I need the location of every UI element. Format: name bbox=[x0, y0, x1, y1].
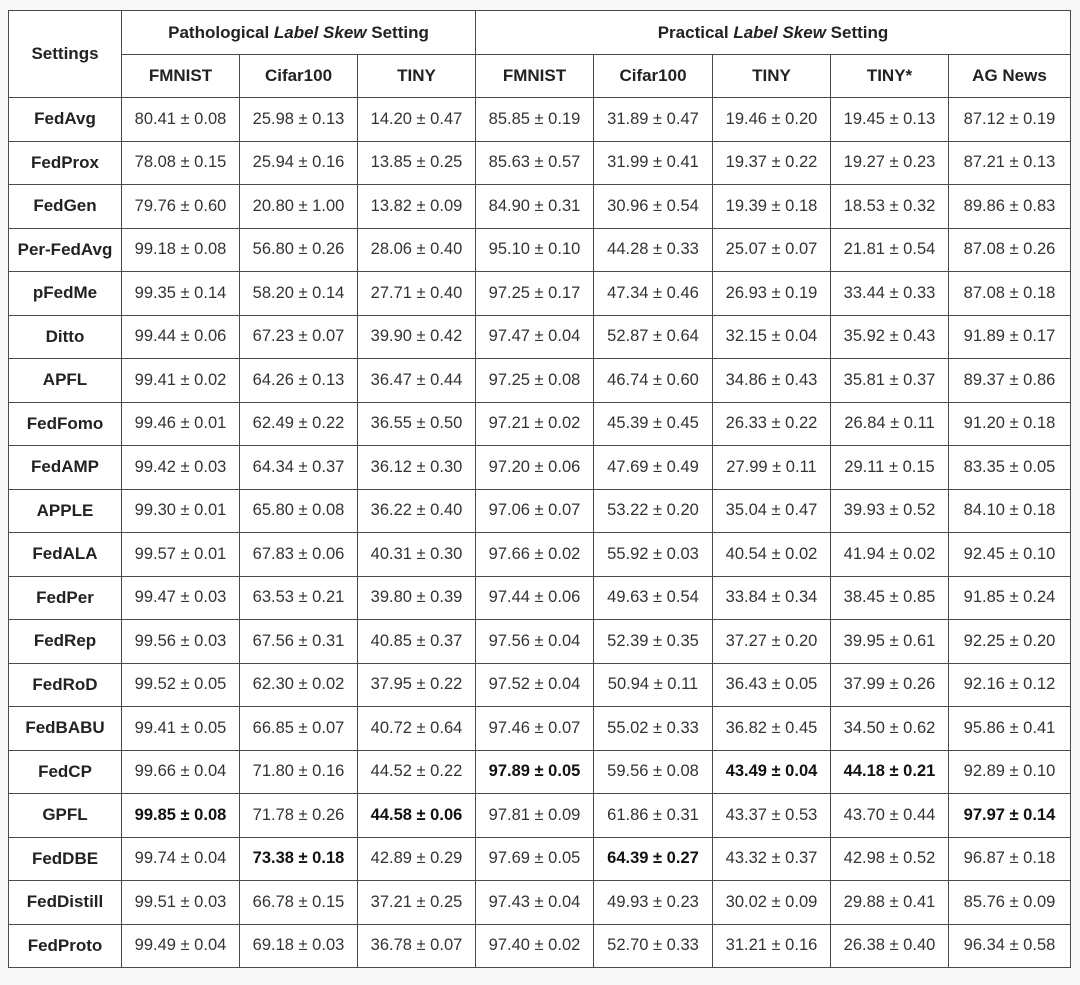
column-header-tiny: TINY bbox=[358, 55, 476, 98]
settings-header: Settings bbox=[9, 11, 122, 98]
value-cell: 37.95 ± 0.22 bbox=[358, 663, 476, 707]
table-row bbox=[9, 620, 1071, 664]
value-cell: 34.50 ± 0.62 bbox=[831, 707, 949, 751]
group-header-prefix: Practical bbox=[657, 22, 734, 42]
value-cell: 26.38 ± 0.40 bbox=[831, 924, 949, 968]
value-cell: 14.20 ± 0.47 bbox=[358, 98, 476, 142]
value-cell: 26.93 ± 0.19 bbox=[713, 272, 831, 316]
value-cell: 31.89 ± 0.47 bbox=[594, 98, 713, 142]
value-cell: 91.85 ± 0.24 bbox=[949, 576, 1071, 620]
value-cell: 47.69 ± 0.49 bbox=[594, 446, 713, 490]
table-row bbox=[9, 359, 1071, 403]
value-cell: 43.49 ± 0.04 bbox=[713, 750, 831, 794]
value-cell: 26.84 ± 0.11 bbox=[831, 402, 949, 446]
value-cell: 87.12 ± 0.19 bbox=[949, 98, 1071, 142]
table-row bbox=[9, 881, 1071, 925]
value-cell: 85.76 ± 0.09 bbox=[949, 881, 1071, 925]
value-cell: 27.99 ± 0.11 bbox=[713, 446, 831, 490]
value-cell: 96.34 ± 0.58 bbox=[949, 924, 1071, 968]
value-cell: 47.34 ± 0.46 bbox=[594, 272, 713, 316]
table-row bbox=[9, 272, 1071, 316]
value-cell: 97.46 ± 0.07 bbox=[476, 707, 594, 751]
value-cell: 99.51 ± 0.03 bbox=[122, 881, 240, 925]
value-cell: 49.93 ± 0.23 bbox=[594, 881, 713, 925]
table-row bbox=[9, 315, 1071, 359]
value-cell: 97.81 ± 0.09 bbox=[476, 794, 594, 838]
results-table bbox=[8, 10, 1071, 968]
table-row bbox=[9, 663, 1071, 707]
value-cell: 97.56 ± 0.04 bbox=[476, 620, 594, 664]
method-name-cell: FedAMP bbox=[9, 446, 122, 490]
value-cell: 36.55 ± 0.50 bbox=[358, 402, 476, 446]
value-cell: 56.80 ± 0.26 bbox=[240, 228, 358, 272]
method-name-cell: FedGen bbox=[9, 185, 122, 229]
value-cell: 92.25 ± 0.20 bbox=[949, 620, 1071, 664]
table-row bbox=[9, 402, 1071, 446]
column-header-cifar100: Cifar100 bbox=[594, 55, 713, 98]
value-cell: 99.74 ± 0.04 bbox=[122, 837, 240, 881]
value-cell: 29.88 ± 0.41 bbox=[831, 881, 949, 925]
value-cell: 36.47 ± 0.44 bbox=[358, 359, 476, 403]
value-cell: 43.37 ± 0.53 bbox=[713, 794, 831, 838]
value-cell: 35.81 ± 0.37 bbox=[831, 359, 949, 403]
value-cell: 99.49 ± 0.04 bbox=[122, 924, 240, 968]
method-name-cell: FedDistill bbox=[9, 881, 122, 925]
value-cell: 52.70 ± 0.33 bbox=[594, 924, 713, 968]
value-cell: 43.70 ± 0.44 bbox=[831, 794, 949, 838]
value-cell: 19.45 ± 0.13 bbox=[831, 98, 949, 142]
value-cell: 44.28 ± 0.33 bbox=[594, 228, 713, 272]
value-cell: 31.21 ± 0.16 bbox=[713, 924, 831, 968]
value-cell: 37.27 ± 0.20 bbox=[713, 620, 831, 664]
group-header-italic: Label Skew bbox=[733, 22, 826, 42]
value-cell: 40.72 ± 0.64 bbox=[358, 707, 476, 751]
value-cell: 97.69 ± 0.05 bbox=[476, 837, 594, 881]
value-cell: 13.85 ± 0.25 bbox=[358, 141, 476, 185]
value-cell: 97.06 ± 0.07 bbox=[476, 489, 594, 533]
table-row bbox=[9, 228, 1071, 272]
value-cell: 25.94 ± 0.16 bbox=[240, 141, 358, 185]
value-cell: 92.45 ± 0.10 bbox=[949, 533, 1071, 577]
value-cell: 37.21 ± 0.25 bbox=[358, 881, 476, 925]
value-cell: 59.56 ± 0.08 bbox=[594, 750, 713, 794]
value-cell: 35.92 ± 0.43 bbox=[831, 315, 949, 359]
method-name-cell: FedProx bbox=[9, 141, 122, 185]
value-cell: 44.52 ± 0.22 bbox=[358, 750, 476, 794]
value-cell: 50.94 ± 0.11 bbox=[594, 663, 713, 707]
value-cell: 64.26 ± 0.13 bbox=[240, 359, 358, 403]
value-cell: 99.42 ± 0.03 bbox=[122, 446, 240, 490]
value-cell: 62.49 ± 0.22 bbox=[240, 402, 358, 446]
value-cell: 69.18 ± 0.03 bbox=[240, 924, 358, 968]
value-cell: 99.52 ± 0.05 bbox=[122, 663, 240, 707]
group-header-suffix: Setting bbox=[825, 22, 889, 42]
value-cell: 99.66 ± 0.04 bbox=[122, 750, 240, 794]
value-cell: 55.02 ± 0.33 bbox=[594, 707, 713, 751]
value-cell: 37.99 ± 0.26 bbox=[831, 663, 949, 707]
table-row bbox=[9, 837, 1071, 881]
value-cell: 19.27 ± 0.23 bbox=[831, 141, 949, 185]
value-cell: 99.18 ± 0.08 bbox=[122, 228, 240, 272]
value-cell: 80.41 ± 0.08 bbox=[122, 98, 240, 142]
method-name-cell: FedALA bbox=[9, 533, 122, 577]
value-cell: 39.95 ± 0.61 bbox=[831, 620, 949, 664]
value-cell: 97.44 ± 0.06 bbox=[476, 576, 594, 620]
value-cell: 97.66 ± 0.02 bbox=[476, 533, 594, 577]
value-cell: 42.98 ± 0.52 bbox=[831, 837, 949, 881]
value-cell: 85.63 ± 0.57 bbox=[476, 141, 594, 185]
value-cell: 29.11 ± 0.15 bbox=[831, 446, 949, 490]
value-cell: 40.54 ± 0.02 bbox=[713, 533, 831, 577]
value-cell: 67.83 ± 0.06 bbox=[240, 533, 358, 577]
value-cell: 25.07 ± 0.07 bbox=[713, 228, 831, 272]
value-cell: 78.08 ± 0.15 bbox=[122, 141, 240, 185]
value-cell: 64.34 ± 0.37 bbox=[240, 446, 358, 490]
value-cell: 99.57 ± 0.01 bbox=[122, 533, 240, 577]
value-cell: 31.99 ± 0.41 bbox=[594, 141, 713, 185]
method-name-cell: FedRep bbox=[9, 620, 122, 664]
value-cell: 97.40 ± 0.02 bbox=[476, 924, 594, 968]
table-row bbox=[9, 794, 1071, 838]
value-cell: 73.38 ± 0.18 bbox=[240, 837, 358, 881]
method-name-cell: FedCP bbox=[9, 750, 122, 794]
method-name-cell: Ditto bbox=[9, 315, 122, 359]
table-row bbox=[9, 707, 1071, 751]
value-cell: 67.23 ± 0.07 bbox=[240, 315, 358, 359]
value-cell: 42.89 ± 0.29 bbox=[358, 837, 476, 881]
value-cell: 64.39 ± 0.27 bbox=[594, 837, 713, 881]
value-cell: 97.25 ± 0.17 bbox=[476, 272, 594, 316]
value-cell: 21.81 ± 0.54 bbox=[831, 228, 949, 272]
table-row bbox=[9, 924, 1071, 968]
value-cell: 30.02 ± 0.09 bbox=[713, 881, 831, 925]
method-name-cell: FedDBE bbox=[9, 837, 122, 881]
value-cell: 40.31 ± 0.30 bbox=[358, 533, 476, 577]
value-cell: 97.89 ± 0.05 bbox=[476, 750, 594, 794]
value-cell: 61.86 ± 0.31 bbox=[594, 794, 713, 838]
value-cell: 89.37 ± 0.86 bbox=[949, 359, 1071, 403]
table-row bbox=[9, 98, 1071, 142]
value-cell: 99.30 ± 0.01 bbox=[122, 489, 240, 533]
value-cell: 33.44 ± 0.33 bbox=[831, 272, 949, 316]
method-name-cell: FedRoD bbox=[9, 663, 122, 707]
table-row bbox=[9, 576, 1071, 620]
column-header-tiny-star: TINY* bbox=[831, 55, 949, 98]
method-name-cell: Per-FedAvg bbox=[9, 228, 122, 272]
value-cell: 32.15 ± 0.04 bbox=[713, 315, 831, 359]
value-cell: 99.85 ± 0.08 bbox=[122, 794, 240, 838]
group-header-prefix: Pathological bbox=[168, 22, 274, 42]
value-cell: 71.78 ± 0.26 bbox=[240, 794, 358, 838]
value-cell: 25.98 ± 0.13 bbox=[240, 98, 358, 142]
value-cell: 62.30 ± 0.02 bbox=[240, 663, 358, 707]
value-cell: 99.47 ± 0.03 bbox=[122, 576, 240, 620]
header-row-groups bbox=[9, 11, 1071, 55]
table-row bbox=[9, 185, 1071, 229]
value-cell: 95.86 ± 0.41 bbox=[949, 707, 1071, 751]
value-cell: 38.45 ± 0.85 bbox=[831, 576, 949, 620]
value-cell: 26.33 ± 0.22 bbox=[713, 402, 831, 446]
value-cell: 97.47 ± 0.04 bbox=[476, 315, 594, 359]
value-cell: 28.06 ± 0.40 bbox=[358, 228, 476, 272]
group-header-practical bbox=[476, 11, 1071, 55]
method-name-cell: FedAvg bbox=[9, 98, 122, 142]
value-cell: 35.04 ± 0.47 bbox=[713, 489, 831, 533]
value-cell: 65.80 ± 0.08 bbox=[240, 489, 358, 533]
value-cell: 66.85 ± 0.07 bbox=[240, 707, 358, 751]
column-header-ag-news: AG News bbox=[949, 55, 1071, 98]
value-cell: 63.53 ± 0.21 bbox=[240, 576, 358, 620]
column-header-cifar100: Cifar100 bbox=[240, 55, 358, 98]
value-cell: 83.35 ± 0.05 bbox=[949, 446, 1071, 490]
group-header-italic: Label Skew bbox=[273, 22, 367, 42]
value-cell: 85.85 ± 0.19 bbox=[476, 98, 594, 142]
value-cell: 96.87 ± 0.18 bbox=[949, 837, 1071, 881]
value-cell: 40.85 ± 0.37 bbox=[358, 620, 476, 664]
table-row bbox=[9, 533, 1071, 577]
value-cell: 30.96 ± 0.54 bbox=[594, 185, 713, 229]
value-cell: 92.16 ± 0.12 bbox=[949, 663, 1071, 707]
value-cell: 19.39 ± 0.18 bbox=[713, 185, 831, 229]
value-cell: 36.22 ± 0.40 bbox=[358, 489, 476, 533]
value-cell: 49.63 ± 0.54 bbox=[594, 576, 713, 620]
column-header-fmnist: FMNIST bbox=[476, 55, 594, 98]
value-cell: 58.20 ± 0.14 bbox=[240, 272, 358, 316]
value-cell: 84.10 ± 0.18 bbox=[949, 489, 1071, 533]
value-cell: 79.76 ± 0.60 bbox=[122, 185, 240, 229]
method-name-cell: APPLE bbox=[9, 489, 122, 533]
table-row bbox=[9, 141, 1071, 185]
table-row bbox=[9, 489, 1071, 533]
value-cell: 13.82 ± 0.09 bbox=[358, 185, 476, 229]
value-cell: 44.18 ± 0.21 bbox=[831, 750, 949, 794]
value-cell: 84.90 ± 0.31 bbox=[476, 185, 594, 229]
table-row bbox=[9, 446, 1071, 490]
value-cell: 18.53 ± 0.32 bbox=[831, 185, 949, 229]
table-row bbox=[9, 750, 1071, 794]
value-cell: 97.43 ± 0.04 bbox=[476, 881, 594, 925]
value-cell: 52.87 ± 0.64 bbox=[594, 315, 713, 359]
value-cell: 33.84 ± 0.34 bbox=[713, 576, 831, 620]
value-cell: 39.93 ± 0.52 bbox=[831, 489, 949, 533]
value-cell: 43.32 ± 0.37 bbox=[713, 837, 831, 881]
method-name-cell: APFL bbox=[9, 359, 122, 403]
value-cell: 99.35 ± 0.14 bbox=[122, 272, 240, 316]
value-cell: 87.21 ± 0.13 bbox=[949, 141, 1071, 185]
value-cell: 97.97 ± 0.14 bbox=[949, 794, 1071, 838]
value-cell: 66.78 ± 0.15 bbox=[240, 881, 358, 925]
method-name-cell: FedProto bbox=[9, 924, 122, 968]
value-cell: 36.82 ± 0.45 bbox=[713, 707, 831, 751]
value-cell: 97.25 ± 0.08 bbox=[476, 359, 594, 403]
value-cell: 91.89 ± 0.17 bbox=[949, 315, 1071, 359]
value-cell: 44.58 ± 0.06 bbox=[358, 794, 476, 838]
value-cell: 99.46 ± 0.01 bbox=[122, 402, 240, 446]
value-cell: 36.78 ± 0.07 bbox=[358, 924, 476, 968]
value-cell: 99.41 ± 0.05 bbox=[122, 707, 240, 751]
value-cell: 36.43 ± 0.05 bbox=[713, 663, 831, 707]
value-cell: 91.20 ± 0.18 bbox=[949, 402, 1071, 446]
table-body bbox=[9, 98, 1071, 968]
value-cell: 67.56 ± 0.31 bbox=[240, 620, 358, 664]
method-name-cell: FedBABU bbox=[9, 707, 122, 751]
group-header-suffix: Setting bbox=[366, 22, 429, 42]
value-cell: 99.44 ± 0.06 bbox=[122, 315, 240, 359]
value-cell: 97.21 ± 0.02 bbox=[476, 402, 594, 446]
value-cell: 39.80 ± 0.39 bbox=[358, 576, 476, 620]
value-cell: 99.41 ± 0.02 bbox=[122, 359, 240, 403]
value-cell: 27.71 ± 0.40 bbox=[358, 272, 476, 316]
method-name-cell: FedPer bbox=[9, 576, 122, 620]
value-cell: 45.39 ± 0.45 bbox=[594, 402, 713, 446]
value-cell: 36.12 ± 0.30 bbox=[358, 446, 476, 490]
value-cell: 97.52 ± 0.04 bbox=[476, 663, 594, 707]
value-cell: 87.08 ± 0.18 bbox=[949, 272, 1071, 316]
value-cell: 55.92 ± 0.03 bbox=[594, 533, 713, 577]
value-cell: 52.39 ± 0.35 bbox=[594, 620, 713, 664]
value-cell: 92.89 ± 0.10 bbox=[949, 750, 1071, 794]
value-cell: 46.74 ± 0.60 bbox=[594, 359, 713, 403]
group-header-pathological bbox=[122, 11, 476, 55]
value-cell: 99.56 ± 0.03 bbox=[122, 620, 240, 664]
value-cell: 89.86 ± 0.83 bbox=[949, 185, 1071, 229]
column-header-fmnist: FMNIST bbox=[122, 55, 240, 98]
value-cell: 41.94 ± 0.02 bbox=[831, 533, 949, 577]
value-cell: 19.37 ± 0.22 bbox=[713, 141, 831, 185]
value-cell: 95.10 ± 0.10 bbox=[476, 228, 594, 272]
value-cell: 39.90 ± 0.42 bbox=[358, 315, 476, 359]
value-cell: 20.80 ± 1.00 bbox=[240, 185, 358, 229]
value-cell: 97.20 ± 0.06 bbox=[476, 446, 594, 490]
results-table-container bbox=[8, 10, 1070, 968]
column-header-tiny: TINY bbox=[713, 55, 831, 98]
value-cell: 53.22 ± 0.20 bbox=[594, 489, 713, 533]
header-row-datasets bbox=[9, 55, 1071, 98]
value-cell: 19.46 ± 0.20 bbox=[713, 98, 831, 142]
value-cell: 87.08 ± 0.26 bbox=[949, 228, 1071, 272]
method-name-cell: pFedMe bbox=[9, 272, 122, 316]
value-cell: 71.80 ± 0.16 bbox=[240, 750, 358, 794]
value-cell: 34.86 ± 0.43 bbox=[713, 359, 831, 403]
method-name-cell: GPFL bbox=[9, 794, 122, 838]
method-name-cell: FedFomo bbox=[9, 402, 122, 446]
